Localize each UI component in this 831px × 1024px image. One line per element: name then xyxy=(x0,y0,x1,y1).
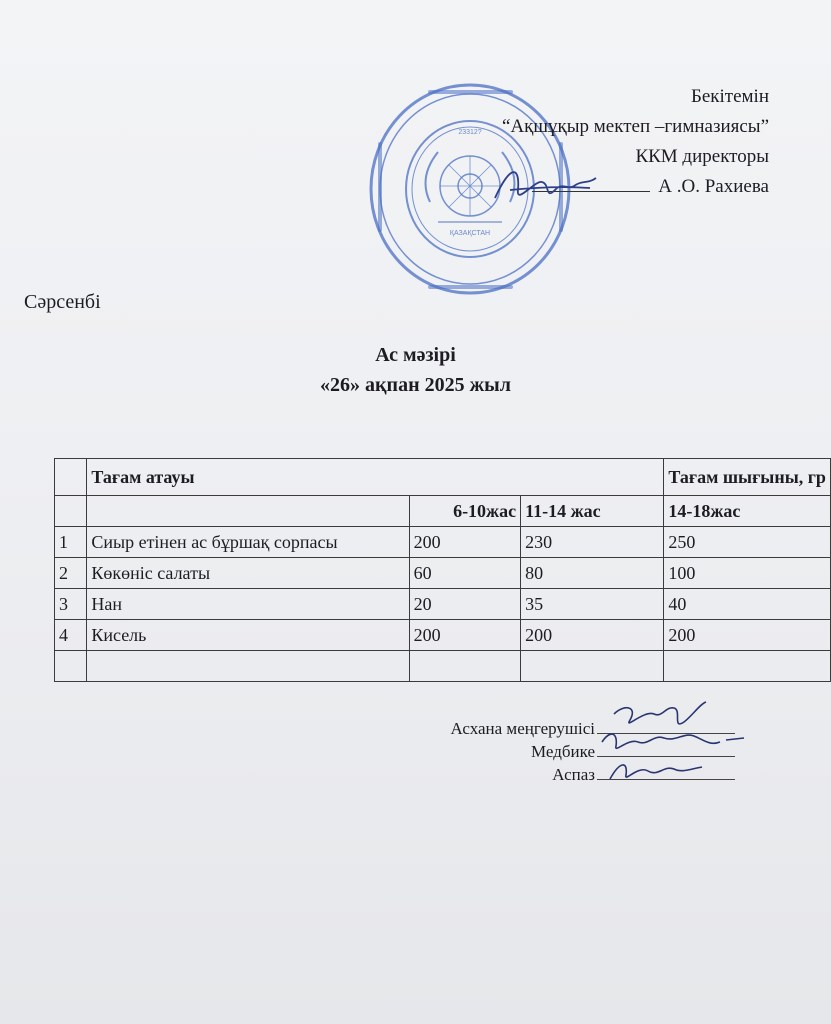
nurse-signature xyxy=(598,724,748,758)
value-cell xyxy=(664,651,831,682)
director-signature xyxy=(490,160,600,210)
value-cell xyxy=(521,651,664,682)
kitchen-head-label: Асхана меңгерушісі xyxy=(450,719,595,738)
row-num xyxy=(55,651,87,682)
dish-name: Кисель xyxy=(87,620,409,651)
value-cell: 80 xyxy=(521,558,664,589)
menu-date: «26» ақпан 2025 жыл xyxy=(320,374,511,396)
nurse-label: Медбике xyxy=(531,742,595,761)
header-dish-name: Тағам атауы xyxy=(87,459,664,496)
age-group-3: 14-18жас xyxy=(664,496,831,527)
stamp-number: 23312? xyxy=(458,129,482,136)
dish-name: Нан xyxy=(87,589,409,620)
table-row xyxy=(55,558,831,589)
value-cell: 40 xyxy=(664,589,831,620)
value-cell: 35 xyxy=(521,589,664,620)
menu-table xyxy=(54,458,831,682)
value-cell: 20 xyxy=(409,589,520,620)
age-group-1: 6-10жас xyxy=(409,496,520,527)
header-consumption: Тағам шығыны, гр xyxy=(664,459,831,496)
value-cell: 60 xyxy=(409,558,520,589)
cook-label: Аспаз xyxy=(552,765,595,784)
cook-signature xyxy=(606,755,706,785)
dish-name: Сиыр етінен ас бұршақ сорпасы xyxy=(87,527,409,558)
header-num-cell xyxy=(55,459,87,496)
value-cell: 200 xyxy=(409,527,520,558)
table-row xyxy=(55,589,831,620)
row-num: 3 xyxy=(55,589,87,620)
value-cell xyxy=(409,651,520,682)
value-cell: 200 xyxy=(664,620,831,651)
age-group-2: 11-14 жас xyxy=(521,496,664,527)
empty-cell xyxy=(55,496,87,527)
value-cell: 100 xyxy=(664,558,831,589)
dish-name: Көкөніс салаты xyxy=(87,558,409,589)
value-cell: 200 xyxy=(409,620,520,651)
value-cell: 250 xyxy=(664,527,831,558)
menu-title: Ас мәзірі xyxy=(375,344,456,366)
table-row-empty xyxy=(55,651,831,682)
value-cell: 200 xyxy=(521,620,664,651)
row-num: 1 xyxy=(55,527,87,558)
empty-cell xyxy=(87,496,409,527)
director-name: А .О. Рахиева xyxy=(658,176,769,197)
table-row xyxy=(55,527,831,558)
table-age-row xyxy=(55,496,831,527)
approval-title: Бекітемін xyxy=(690,86,769,107)
approval-school: “Ақшұқыр мектеп –гимназиясы” xyxy=(502,116,769,137)
table-header-row xyxy=(55,459,831,496)
row-num: 2 xyxy=(55,558,87,589)
value-cell: 230 xyxy=(521,527,664,558)
stamp-center-word: ҚАЗАҚСТАН xyxy=(449,230,491,237)
table-row xyxy=(55,620,831,651)
weekday: Сәрсенбі xyxy=(24,291,101,313)
dish-name xyxy=(87,651,409,682)
row-num: 4 xyxy=(55,620,87,651)
menu-title-block xyxy=(0,340,831,400)
approval-role: ККМ директоры xyxy=(635,146,769,167)
